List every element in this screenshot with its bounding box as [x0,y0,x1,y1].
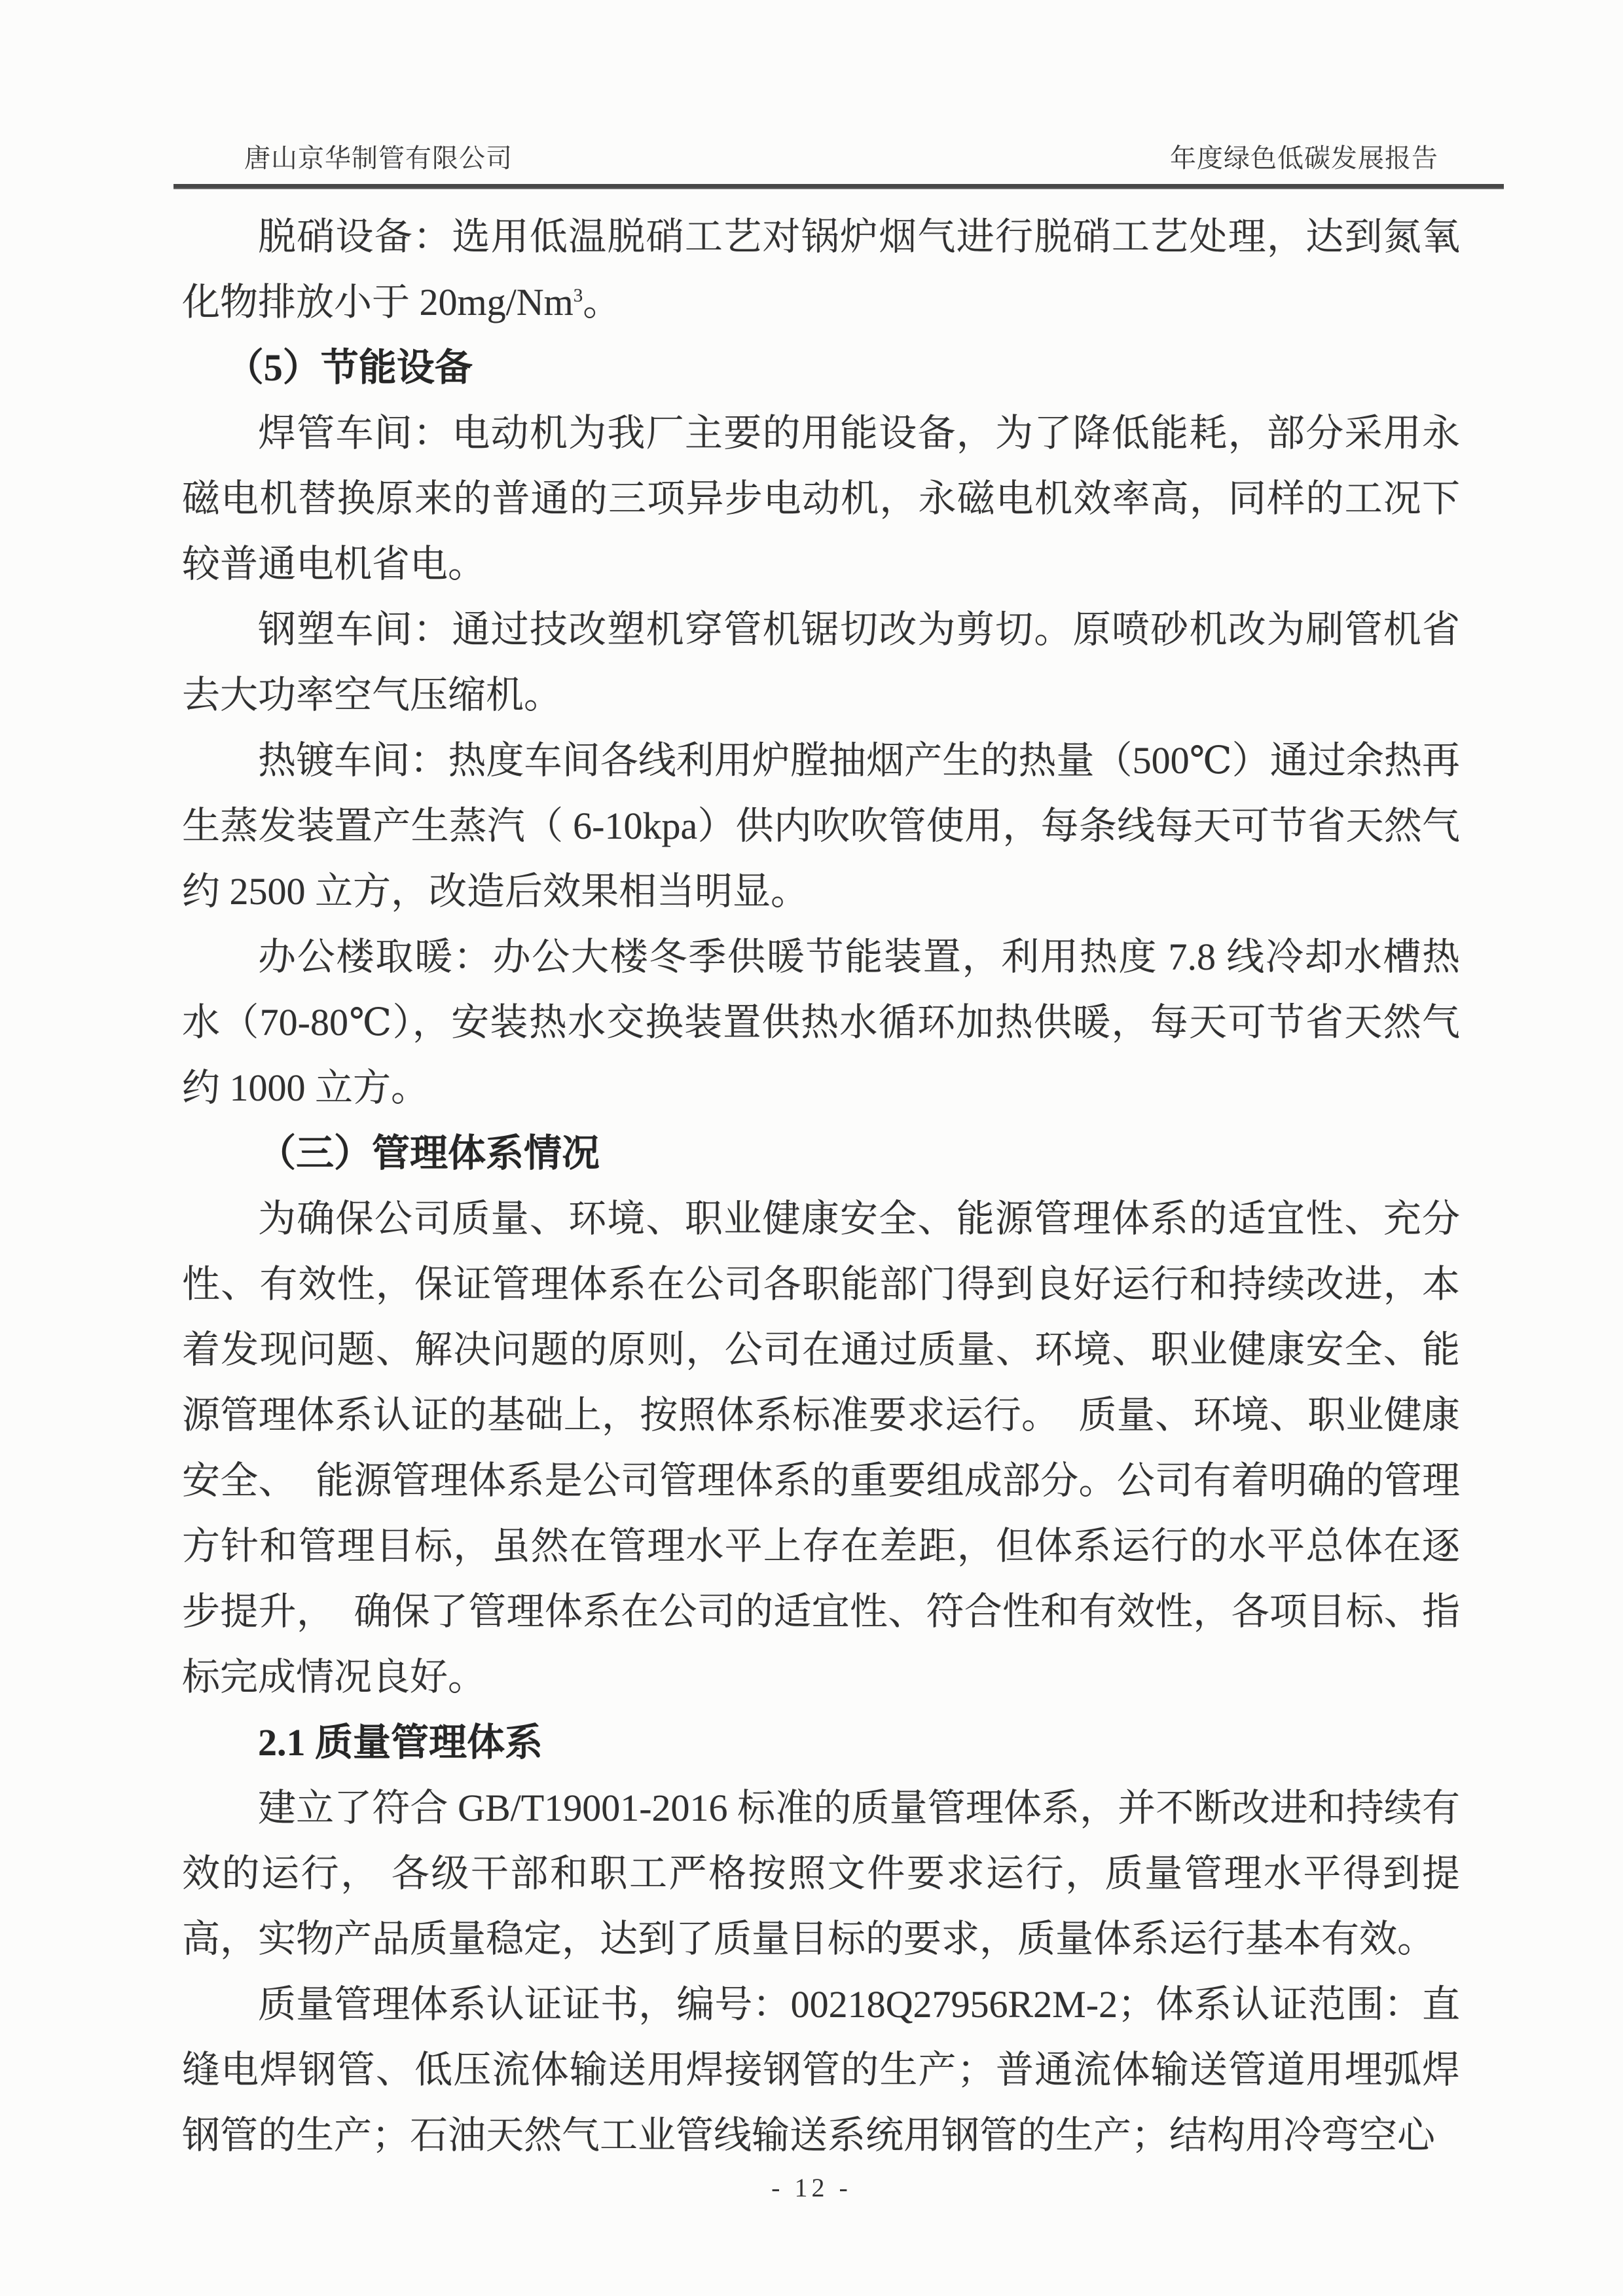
document-body [182,204,1460,2168]
heading-energy-saving-equipment: （5）节能设备 [225,346,473,389]
paragraph-management-overview: 为确保公司质量、环境、职业健康安全、能源管理体系的适宜性、充分性、有效性，保证管理体系在公司各职能部门得到良好运行和持续改进，本着发现问题、解决问题的原则，公司在通过质量、环境、职业健康安全、能源管理体系认证的基础上，按照体系标准要求运行。 质量、环境、职业健康安全、 能源管理体系是公司管理体系的重要组成部分。公司有着明确的管理方针和管理目标，虽然在管理水平上存在差距，但体系运行的水平总体在逐步提升， 确保了管理体系在公司的适宜性、符合性和有效性，各项目标、指标完成情况良好。 [182,1197,1460,1698]
paragraph-steel-plastic-workshop: 钢塑车间：通过技改塑机穿管机锯切改为剪切。原喷砂机改为刷管机省去大功率空气压缩机。 [182,608,1460,716]
paragraph-office-heating: 办公楼取暖：办公大楼冬季供暖节能装置，利用热度 7.8 线冷却水槽热水（70-80℃），安装热水交换装置供热水循环加热供暖，每天可节省天然气约 1000 立方。 [182,936,1460,1109]
superscript-cubed: 3 [573,285,583,306]
page-header [173,143,1504,174]
heading-quality-management-system: 2.1 质量管理体系 [258,1721,543,1764]
denitration-text: 脱硝设备：选用低温脱硝工艺对锅炉烟气进行脱硝工艺处理，达到氮氧化物排放小于 20mg/Nm [182,215,1460,323]
paragraph-hot-galvanizing-workshop: 热镀车间：热度车间各线利用炉膛抽烟产生的热量（500℃）通过余热再生蒸发装置产生蒸汽（ 6-10kpa）供内吹吹管使用，每条线每天可节省天然气约 2500 立方，改造后效果相当明显。 [182,739,1460,913]
header-company-name: 唐山京华制管有限公司 [244,143,513,173]
paragraph-quality-certificate: 质量管理体系认证证书，编号：00218Q27956R2M-2；体系认证范围：直缝电焊钢管、低压流体输送用焊接钢管的生产；普通流体输送管道用埋弧焊钢管的生产；石油天然气工业管线输送系统用钢管的生产；结构用冷弯空心 [182,1983,1460,2157]
page-footer [0,2172,1623,2203]
paragraph-quality-system-operation: 建立了符合 GB/T19001-2016 标准的质量管理体系，并不断改进和持续有效的运行， 各级干部和职工严格按照文件要求运行，质量管理水平得到提高，实物产品质量稳定，达到了质量目标的要求，质量体系运行基本有效。 [182,1787,1460,1960]
heading-management-system: （三）管理体系情况 [258,1132,600,1175]
page-number: - 12 - [771,2173,852,2202]
paragraph-welded-pipe-workshop: 焊管车间：电动机为我厂主要的用能设备，为了降低能耗，部分采用永磁电机替换原来的普通的三项异步电动机，永磁电机效率高，同样的工况下较普通电机省电。 [182,412,1460,585]
header-report-title: 年度绿色低碳发展报告 [1170,143,1438,173]
header-rule [173,184,1504,189]
denitration-text-end: 。 [583,281,621,323]
paragraph-denitration-equipment [182,204,1460,335]
